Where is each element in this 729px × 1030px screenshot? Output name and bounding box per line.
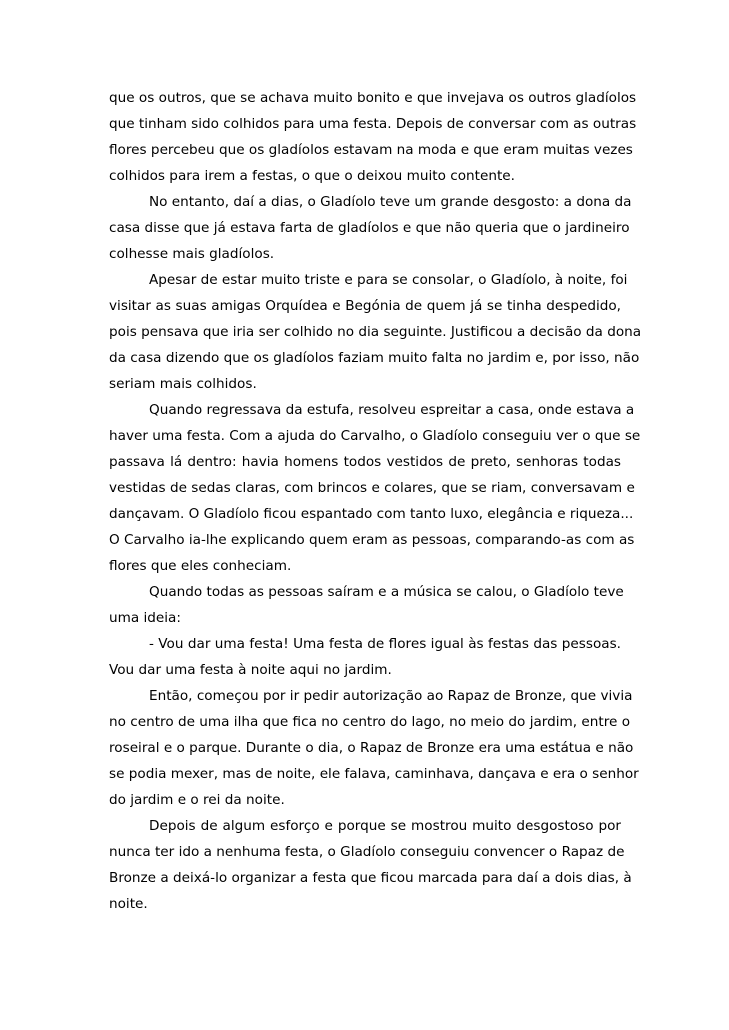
text-line: dançavam. O Gladíolo ficou espantado com tanto luxo, elegância e riqueza...: [109, 506, 634, 522]
text-line: colhesse mais gladíolos.: [109, 246, 275, 262]
text-line: visitar as suas amigas Orquídea e Begónia de quem já se tinha despedido,: [109, 298, 621, 314]
text-line: no centro de uma ilha que fica no centro do lago, no meio do jardim, entre o: [109, 714, 631, 730]
text-line: No entanto, daí a dias, o Gladíolo teve um grande desgosto: a dona da: [149, 194, 632, 210]
text-line: O Carvalho ia-lhe explicando quem eram as pessoas, comparando-as com as: [109, 532, 635, 548]
text-line: uma ideia:: [109, 610, 181, 626]
text-line: flores que eles conheciam.: [109, 558, 292, 574]
paragraph-4: [109, 397, 641, 579]
text-line: que tinham sido colhidos para uma festa. Depois de conversar com as outras: [109, 116, 637, 132]
paragraph-5: [109, 579, 624, 631]
text-line: haver uma festa. Com a ajuda do Carvalho, o Gladíolo conseguiu ver o que se: [109, 428, 641, 444]
paragraph-7: [109, 683, 639, 813]
text-line: casa disse que já estava farta de gladíolos e que não queria que o jardineiro: [109, 220, 630, 236]
text-line: Quando regressava da estufa, resolveu espreitar a casa, onde estava a: [149, 402, 635, 418]
text-line: do jardim e o rei da noite.: [109, 792, 285, 808]
text-line: noite.: [109, 896, 148, 912]
text-line: seriam mais colhidos.: [109, 376, 257, 392]
document-page: [109, 85, 642, 917]
paragraph-2: [109, 189, 632, 267]
text-line: Depois de algum esforço e porque se mostrou muito desgostoso por: [149, 818, 621, 834]
paragraph-8: [109, 813, 632, 917]
text-line: se podia mexer, mas de noite, ele falava, caminhava, dançava e era o senhor: [109, 766, 639, 782]
text-line: Vou dar uma festa à noite aqui no jardim.: [109, 662, 392, 678]
text-line: colhidos para irem a festas, o que o deixou muito contente.: [109, 168, 515, 184]
paragraph-3: [109, 267, 642, 397]
text-line: roseiral e o parque. Durante o dia, o Rapaz de Bronze era uma estátua e não: [109, 740, 634, 756]
paragraph-1: [109, 85, 637, 189]
text-line: que os outros, que se achava muito bonito e que invejava os outros gladíolos: [109, 90, 637, 106]
text-line: da casa dizendo que os gladíolos faziam muito falta no jardim e, por isso, não: [109, 350, 640, 366]
text-line: nunca ter ido a nenhuma festa, o Gladíolo conseguiu convencer o Rapaz de: [109, 844, 625, 860]
text-line: Apesar de estar muito triste e para se consolar, o Gladíolo, à noite, foi: [149, 272, 628, 288]
text-line: Bronze a deixá-lo organizar a festa que ficou marcada para daí a dois dias, à: [109, 870, 632, 886]
text-line: Quando todas as pessoas saíram e a música se calou, o Gladíolo teve: [149, 584, 624, 600]
text-line: - Vou dar uma festa! Uma festa de flores igual às festas das pessoas.: [149, 636, 621, 652]
text-line: flores percebeu que os gladíolos estavam na moda e que eram muitas vezes: [109, 142, 633, 158]
text-line: passava lá dentro: havia homens todos vestidos de preto, senhoras todas: [109, 454, 621, 470]
text-line: vestidas de sedas claras, com brincos e colares, que se riam, conversavam e: [109, 480, 635, 496]
paragraph-6: [109, 631, 621, 683]
text-line: pois pensava que iria ser colhido no dia seguinte. Justificou a decisão da dona: [109, 324, 642, 340]
text-line: Então, começou por ir pedir autorização ao Rapaz de Bronze, que vivia: [149, 688, 633, 704]
